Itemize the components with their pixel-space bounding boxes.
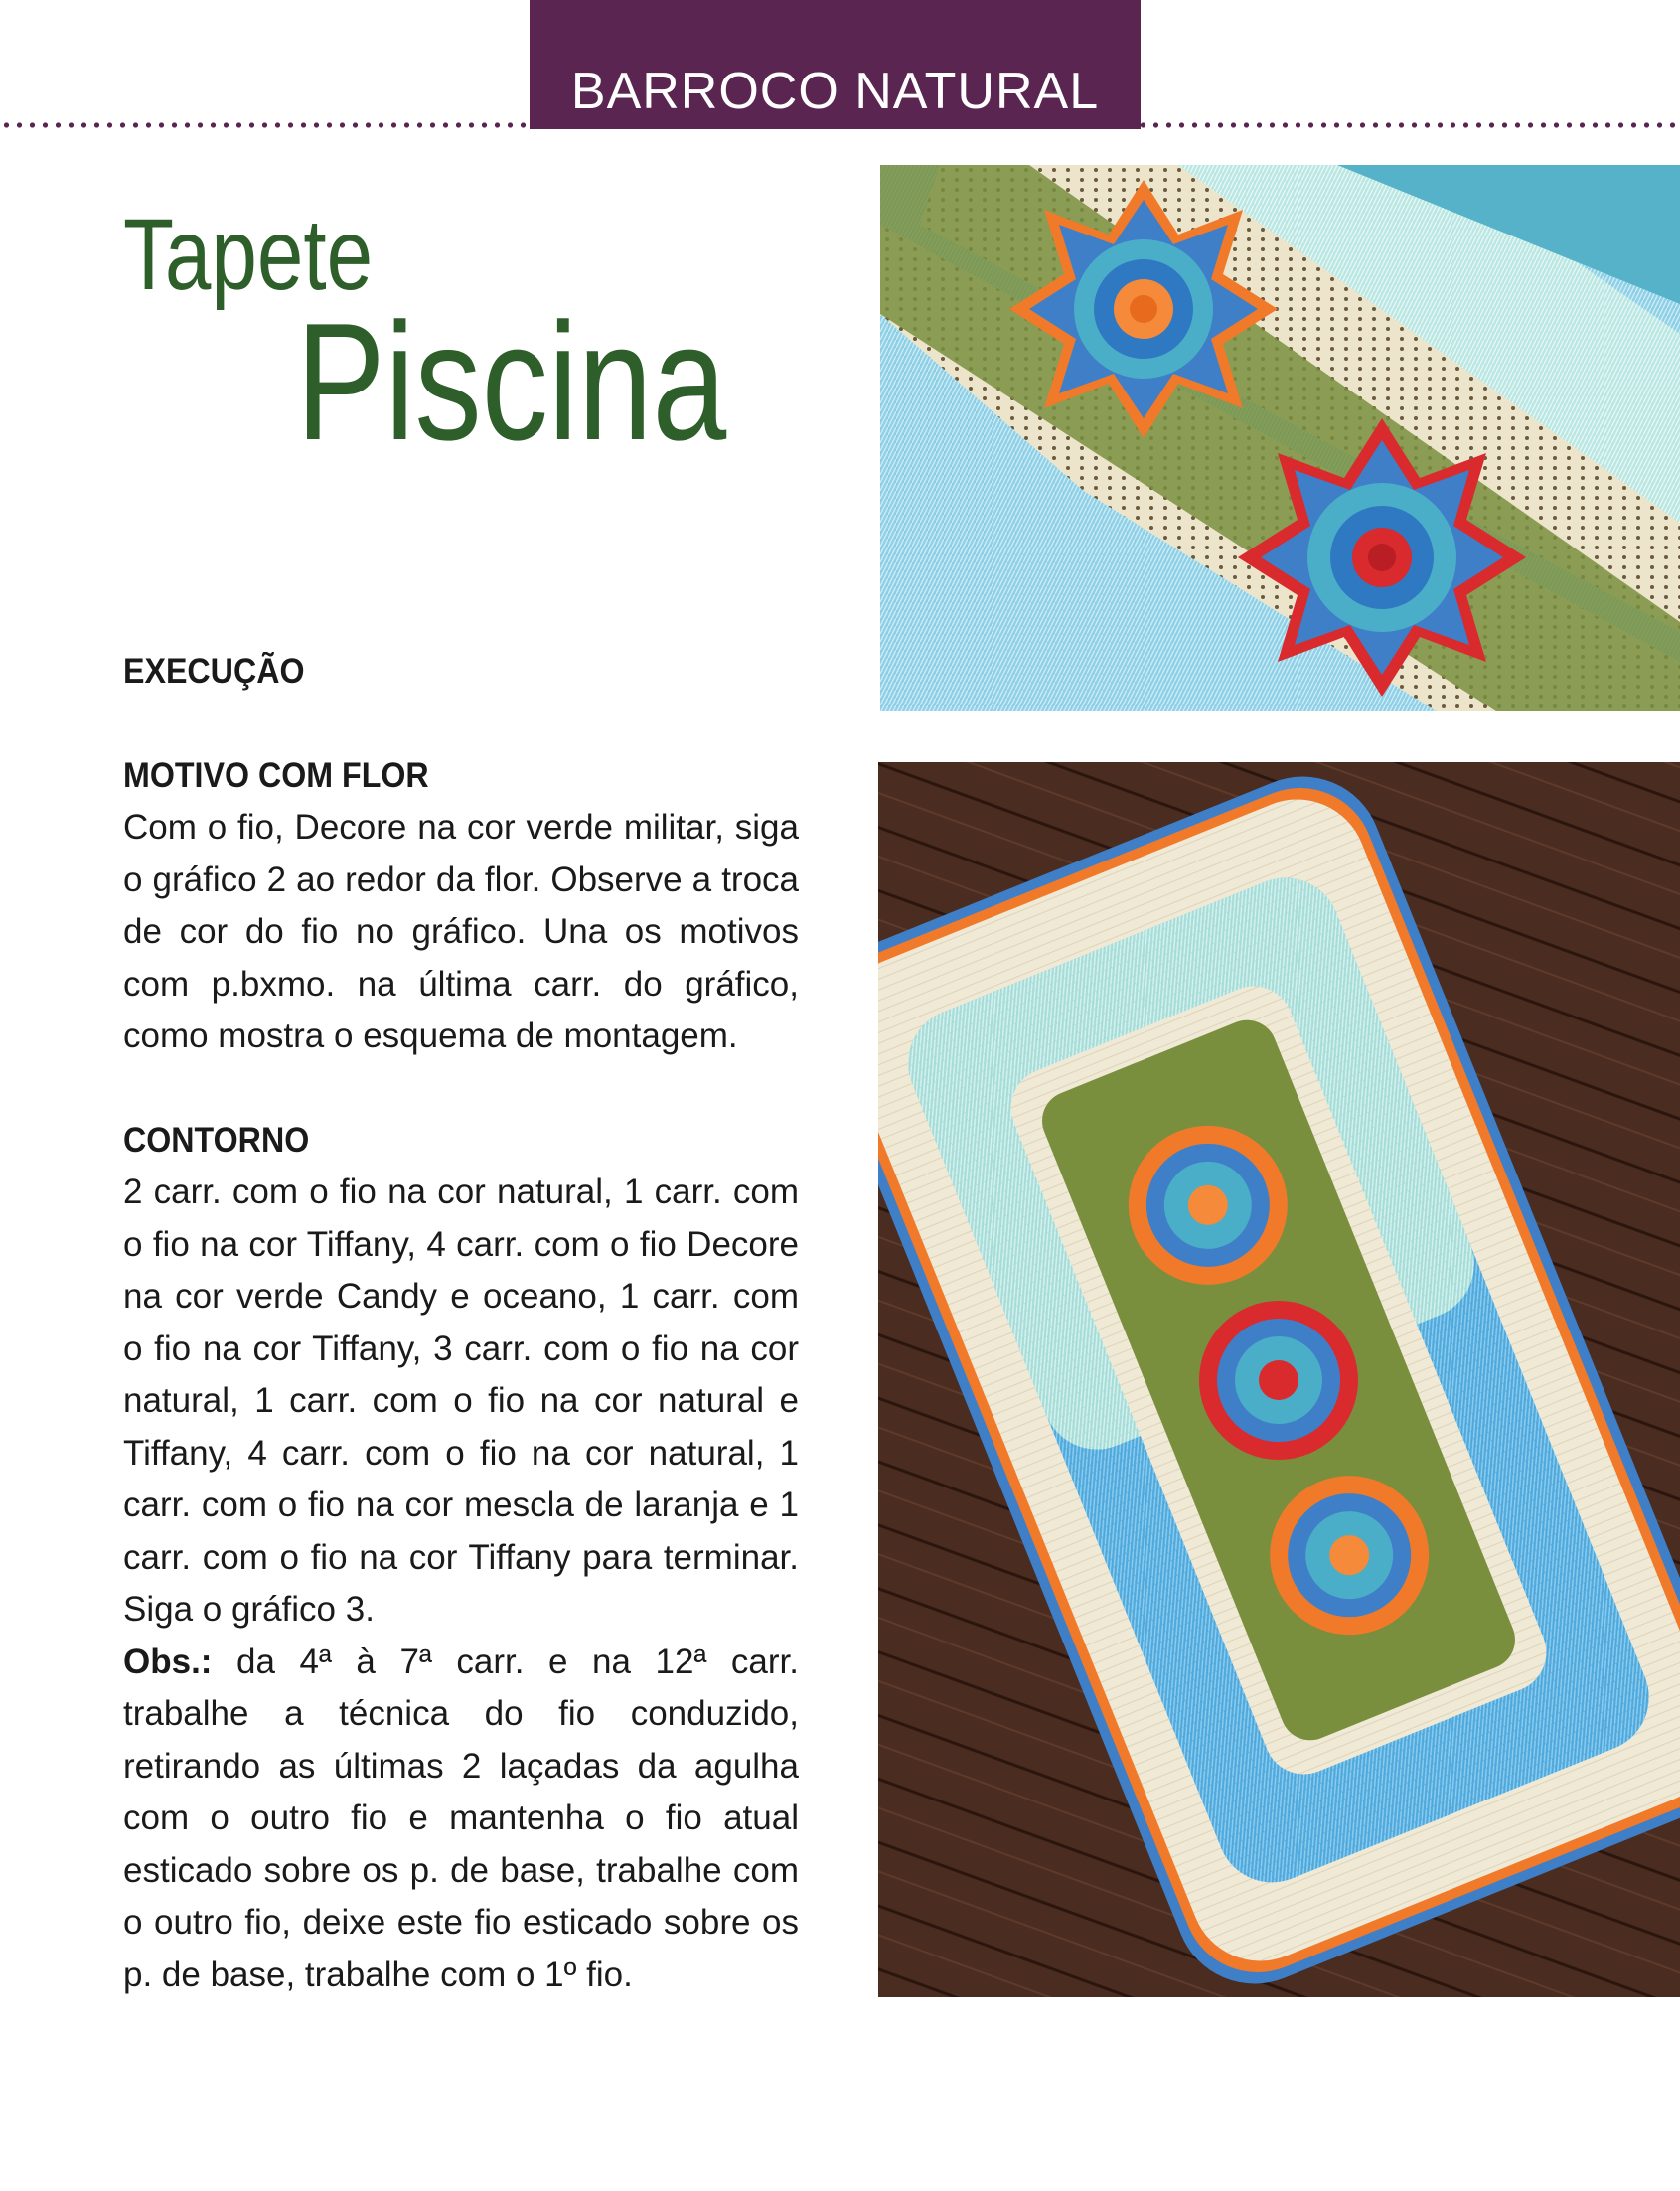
dotted-divider (0, 121, 1680, 129)
instructions-column (123, 646, 799, 2001)
obs-label: Obs.: (123, 1642, 213, 1681)
section-title: BARROCO NATURAL (570, 63, 1100, 120)
rug-photo (878, 762, 1680, 1997)
section-header (530, 0, 1141, 129)
execucao-heading: EXECUÇÃO (123, 652, 305, 691)
obs-paragraph (123, 1637, 799, 2002)
page-title-line-2: Piscina (296, 288, 727, 475)
rug-illustration (878, 762, 1680, 1997)
flower-closeup-illustration (880, 165, 1680, 711)
obs-text: da 4ª à 7ª carr. e na 12ª carr. trabalhe a técnica do fio conduzido, retirando as últimas 2 laçadas da agulha com o outro fio e mantenha o fio atual esticado sobre os p. de base, trabalhe com o outro fio, deixe este fio esticado sobre os p. de base, trabalhe com o 1º fio. (123, 1642, 799, 1994)
motivo-heading: MOTIVO COM FLOR (123, 755, 429, 795)
flower-closeup-photo (880, 165, 1680, 711)
contorno-paragraph: 2 carr. com o fio na cor natural, 1 carr. com o fio na cor Tiffany, 4 carr. com o fio Decore na cor verde Candy e oceano, 1 carr. com o fio na cor Tiffany, 3 carr. com o fio na cor natural, 1 carr. com o fio na cor natural e Tiffany, 4 carr. com o fio na cor natural, 1 carr. com o fio na cor mescla de laranja e 1 carr. com o fio na cor Tiffany para terminar. Siga o gráfico 3. (123, 1173, 799, 1629)
page-title-line-1: Tapete (123, 198, 374, 311)
motivo-paragraph: Com o fio, Decore na cor verde militar, siga o gráfico 2 ao redor da flor. Observe a troca de cor do fio no gráfico. Una os motivos com p.bxmo. na última carr. do gráfico, como mostra o esquema de montagem. (123, 808, 799, 1055)
contorno-heading: CONTORNO (123, 1120, 310, 1160)
